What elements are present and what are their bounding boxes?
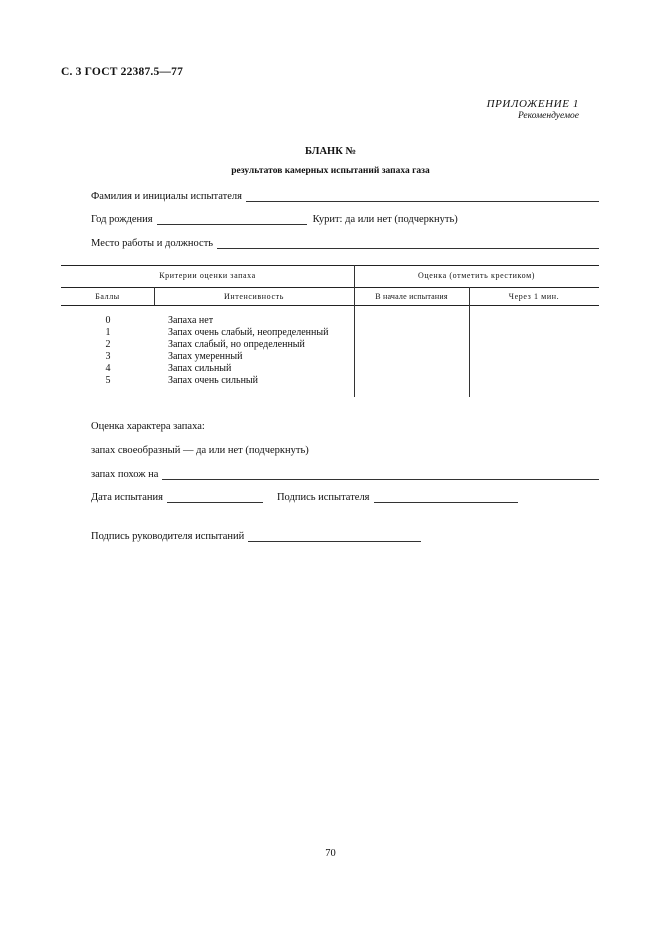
tester-name-row bbox=[91, 188, 599, 202]
similar-odor-row bbox=[91, 466, 599, 480]
scores-column bbox=[91, 315, 125, 387]
head-signature-label: Подпись руководителя испытаний bbox=[91, 531, 245, 542]
birth-year-label: Год рождения bbox=[91, 214, 153, 225]
intensity-value: Запаха нет bbox=[168, 315, 214, 326]
tester-name-field[interactable] bbox=[246, 190, 599, 202]
score-value: 5 bbox=[105, 375, 111, 386]
appendix-note: Рекомендуемое bbox=[517, 111, 579, 121]
at-start-mark-cell[interactable] bbox=[355, 306, 468, 396]
head-signature-field[interactable] bbox=[248, 530, 421, 542]
workplace-field[interactable] bbox=[217, 237, 599, 249]
intensity-value: Запах очень слабый, неопределенный bbox=[168, 327, 329, 338]
score-value: 4 bbox=[105, 363, 111, 374]
similar-odor-label: запах похож на bbox=[91, 469, 159, 480]
after-1min-mark-cell[interactable] bbox=[470, 306, 599, 396]
date-signature-row bbox=[91, 489, 536, 503]
form-subtitle: результатов камерных испытаний запаха газа bbox=[231, 166, 430, 176]
intensity-value: Запах умеренный bbox=[168, 351, 243, 362]
character-title: Оценка характера запаха: bbox=[91, 421, 205, 432]
score-value: 0 bbox=[105, 315, 111, 326]
intensity-column-header: Интенсивность bbox=[224, 292, 284, 301]
criteria-header: Критерии оценки запаха bbox=[159, 271, 256, 280]
intensity-value: Запах слабый, но определенный bbox=[168, 339, 305, 350]
points-column-header: Баллы bbox=[95, 292, 120, 301]
intensity-value: Запах сильный bbox=[168, 363, 232, 374]
odor-criteria-table bbox=[61, 265, 599, 397]
page-number: 70 bbox=[325, 848, 336, 859]
workplace-row bbox=[91, 235, 599, 249]
similar-odor-field[interactable] bbox=[162, 468, 599, 480]
birth-year-row bbox=[91, 211, 491, 225]
tester-signature-label: Подпись испытателя bbox=[276, 492, 370, 503]
score-value: 1 bbox=[105, 327, 111, 338]
test-date-label: Дата испытания bbox=[91, 492, 163, 503]
intensity-value: Запах очень сильный bbox=[168, 375, 258, 386]
head-signature-row bbox=[91, 528, 421, 542]
intensity-column bbox=[168, 315, 352, 387]
peculiar-odor-line: запах своеобразный — да или нет (подчеркнуть) bbox=[91, 445, 309, 456]
appendix-title: ПРИЛОЖЕНИЕ 1 bbox=[486, 98, 579, 110]
evaluation-header: Оценка (отметить крестиком) bbox=[417, 271, 536, 280]
form-title: БЛАНК № bbox=[304, 146, 357, 157]
workplace-label: Место работы и должность bbox=[91, 238, 214, 249]
smoker-label: Курит: да или нет (подчеркнуть) bbox=[312, 214, 458, 225]
score-value: 3 bbox=[105, 351, 111, 362]
document-code: С. 3 ГОСТ 22387.5—77 bbox=[61, 66, 184, 78]
score-value: 2 bbox=[105, 339, 111, 350]
test-date-field[interactable] bbox=[167, 491, 263, 503]
birth-year-field[interactable] bbox=[157, 213, 307, 225]
at-start-column-header: В начале испытания bbox=[375, 292, 448, 301]
after-1min-column-header: Через 1 мин. bbox=[508, 292, 560, 301]
tester-signature-field[interactable] bbox=[374, 491, 518, 503]
tester-name-label: Фамилия и инициалы испытателя bbox=[91, 191, 242, 202]
